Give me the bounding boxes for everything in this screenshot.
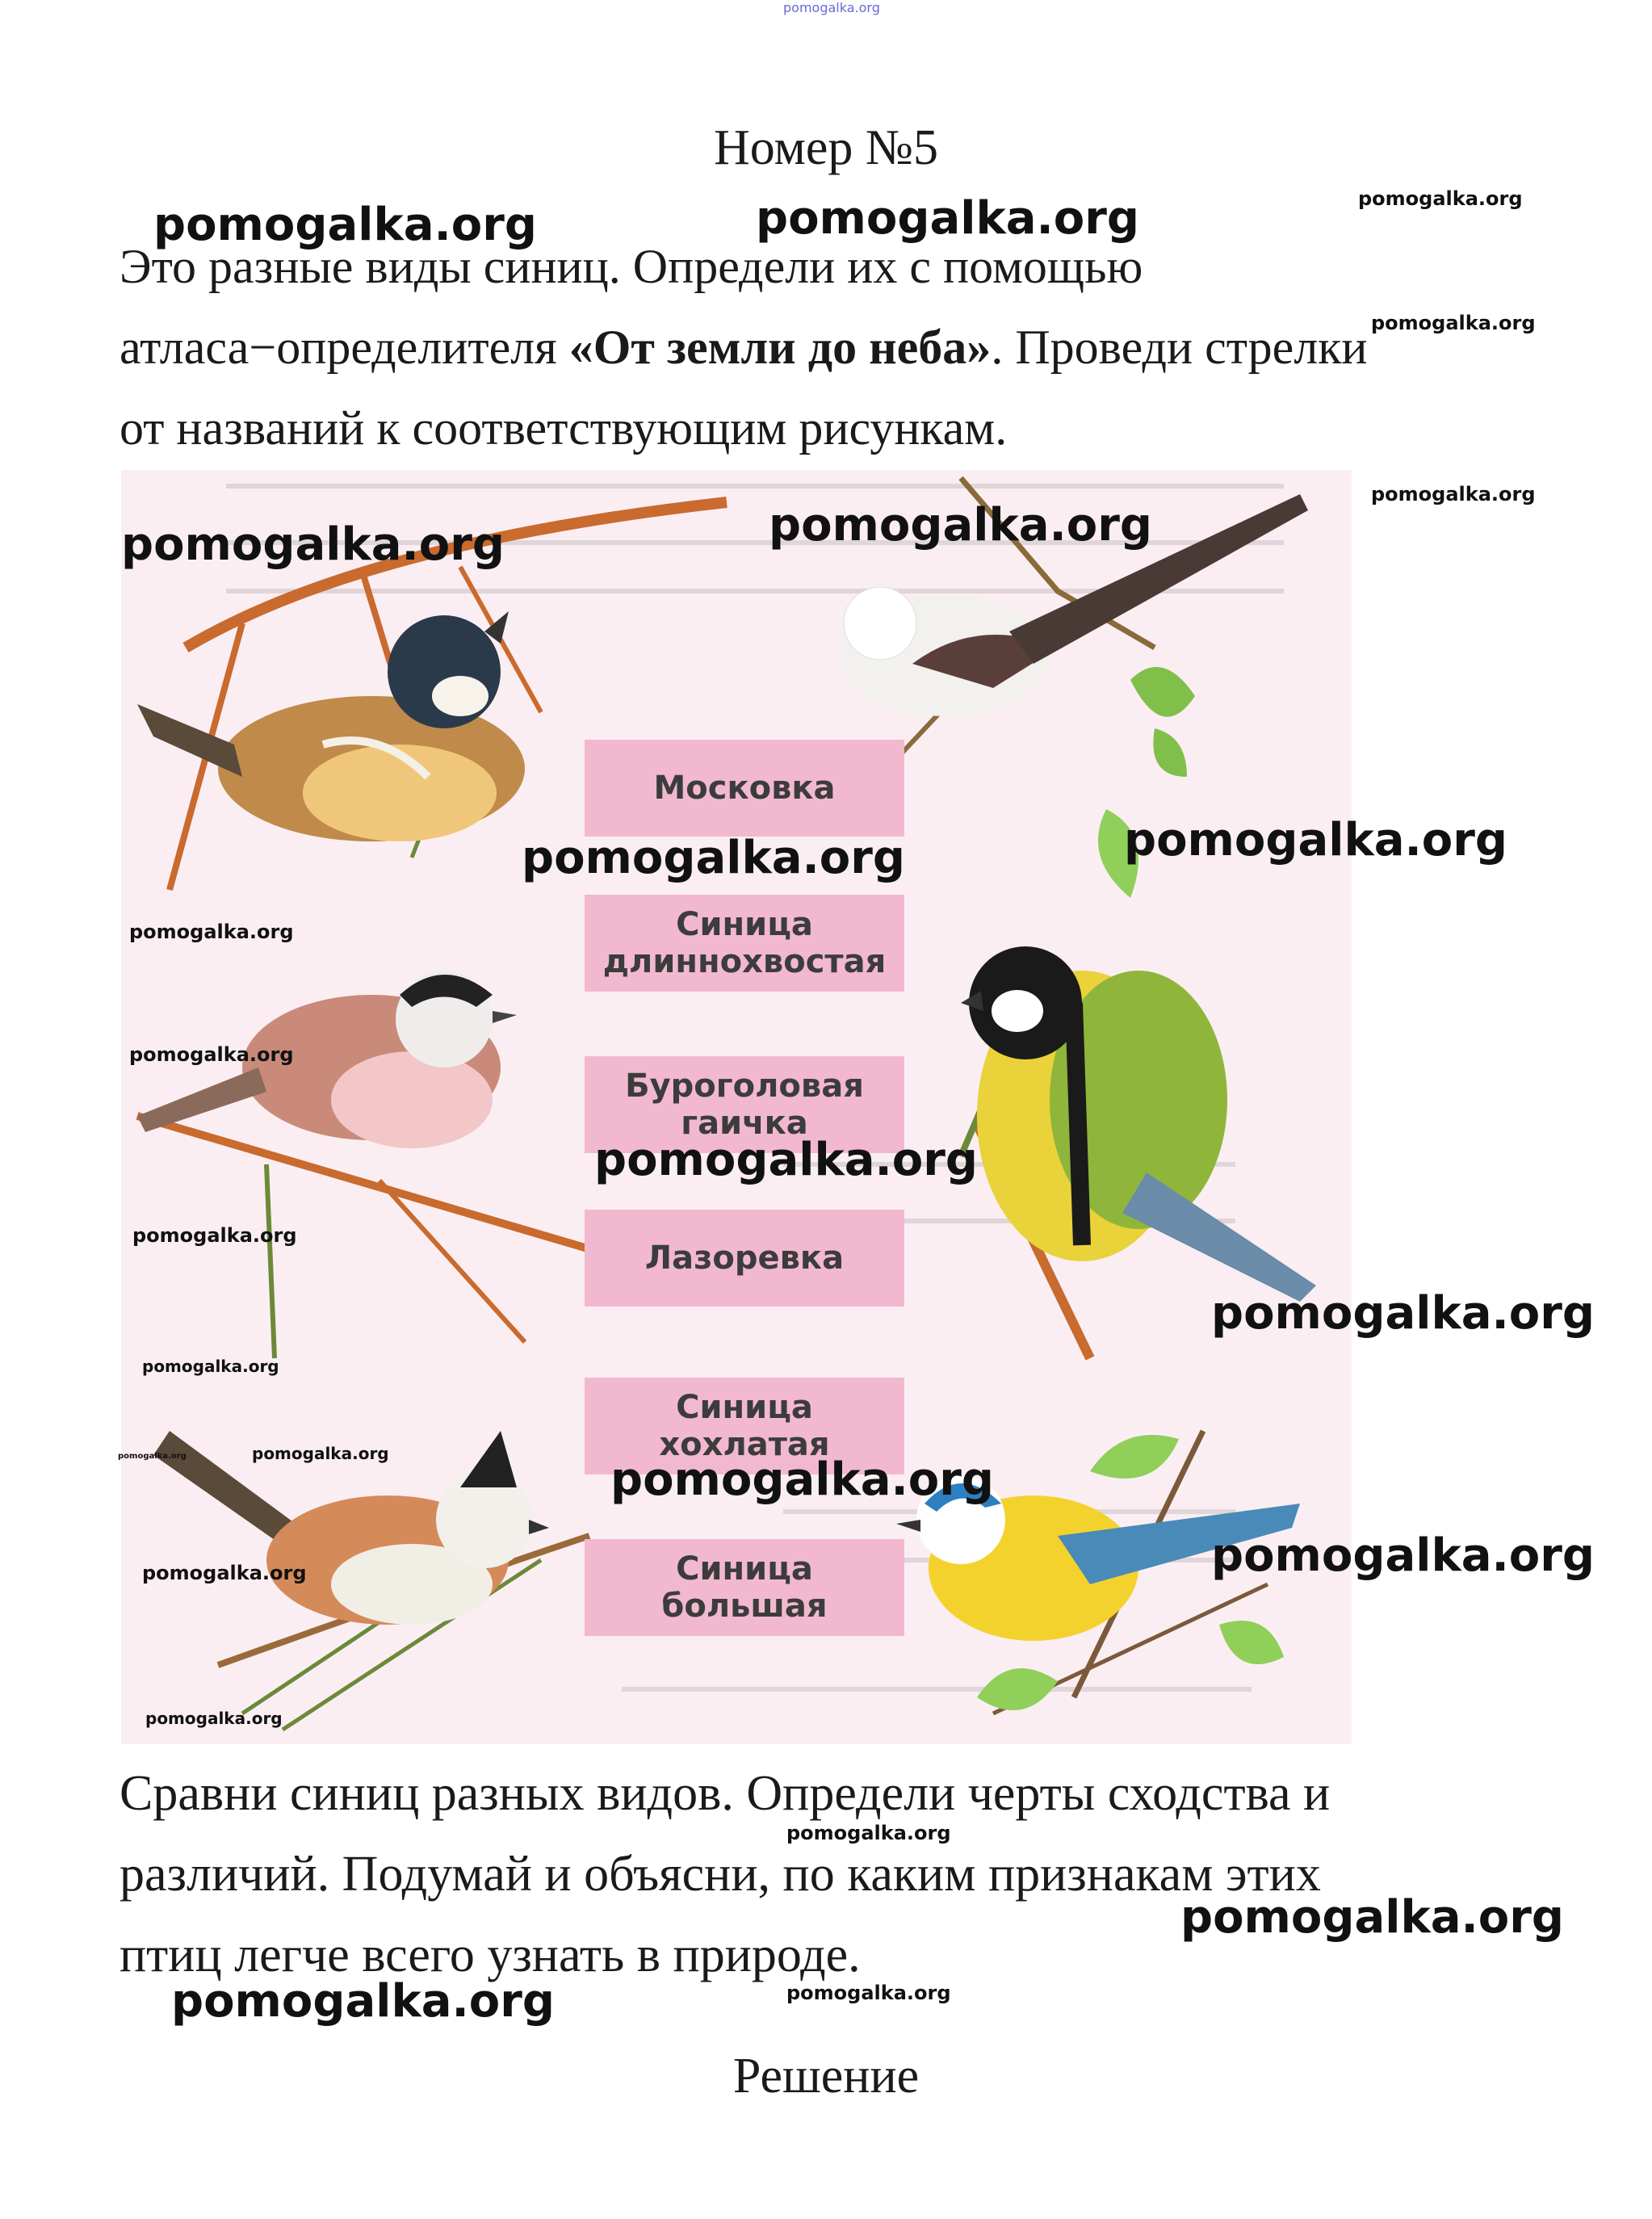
watermark: pomogalka.org (132, 1224, 297, 1247)
watermark: pomogalka.org (1211, 1529, 1595, 1582)
great-tit-tail (1122, 1172, 1316, 1302)
label-great[interactable] (585, 1539, 904, 1636)
label-lazorevka[interactable] (585, 1210, 904, 1307)
atlas-title: «От земли до неба» (568, 321, 992, 374)
label-willow-line1: Буроголовая (625, 1068, 864, 1105)
label-willow-line2: гаичка (681, 1105, 808, 1142)
label-long-tailed-line1: Синица (676, 906, 813, 943)
label-long-tailed-line2: длиннохвостая (602, 943, 887, 980)
watermark: pomogalka.org (522, 832, 905, 884)
label-crested-line2: хохлатая (659, 1426, 830, 1463)
watermark: pomogalka.org (1371, 483, 1536, 505)
label-great-line2: большая (661, 1588, 828, 1625)
watermark: pomogalka.org (153, 199, 537, 251)
watermark: pomogalka.org (786, 1822, 951, 1844)
task-line-2-pre: атласа−определителя (119, 321, 569, 374)
watermark: pomogalka.org (145, 1709, 283, 1728)
watermark: pomogalka.org (1180, 1891, 1564, 1944)
label-great-line1: Синица (676, 1550, 813, 1588)
page-title: Номер №5 (713, 120, 938, 175)
watermark: pomogalka.org (252, 1444, 389, 1463)
watermark: pomogalka.org (769, 499, 1152, 552)
birds-figure (121, 470, 1352, 1744)
task-line-1: Это разные виды синиц. Определи их с помощью (119, 240, 1143, 293)
question-line-3: птиц легче всего узнать в природе. (119, 1927, 861, 1982)
label-moskovka-line1: Московка (653, 770, 836, 807)
label-moskovka[interactable] (585, 740, 904, 837)
solution-heading: Решение (732, 2049, 920, 2104)
watermark: pomogalka.org (1371, 312, 1536, 334)
top-watermark: pomogalka.org (783, 0, 880, 15)
task-line-3: от названий к соответствующим рисункам. (119, 401, 1008, 455)
watermark: pomogalka.org (129, 921, 294, 943)
label-lazorevka-line1: Лазоревка (644, 1240, 845, 1277)
watermark: pomogalka.org (118, 1452, 187, 1461)
watermark: pomogalka.org (594, 1134, 978, 1186)
watermark: pomogalka.org (1211, 1287, 1595, 1340)
watermark: pomogalka.org (142, 1562, 307, 1584)
question-line-1: Сравни синиц разных видов. Определи черты сходства и (119, 1766, 1331, 1821)
task-line-2-post: . Проведи стрелки (991, 321, 1368, 374)
watermark: pomogalka.org (171, 1975, 555, 2028)
crested-tit-crest (460, 1431, 517, 1487)
willow-tit-tail (137, 1068, 266, 1132)
watermark: pomogalka.org (786, 1982, 951, 2004)
watermark: pomogalka.org (1124, 814, 1507, 866)
watermark: pomogalka.org (142, 1357, 279, 1376)
watermark: pomogalka.org (1358, 187, 1523, 210)
watermark: pomogalka.org (129, 1043, 294, 1066)
coal-tit-tail (137, 704, 242, 777)
label-crested-line1: Синица (676, 1389, 813, 1426)
watermark: pomogalka.org (121, 518, 505, 571)
label-long-tailed[interactable] (585, 895, 904, 992)
watermark: pomogalka.org (756, 192, 1139, 245)
question-line-2: различий. Подумай и объясни, по каким признакам этих (119, 1847, 1321, 1902)
watermark: pomogalka.org (610, 1453, 994, 1506)
task-line-2 (119, 320, 1368, 375)
